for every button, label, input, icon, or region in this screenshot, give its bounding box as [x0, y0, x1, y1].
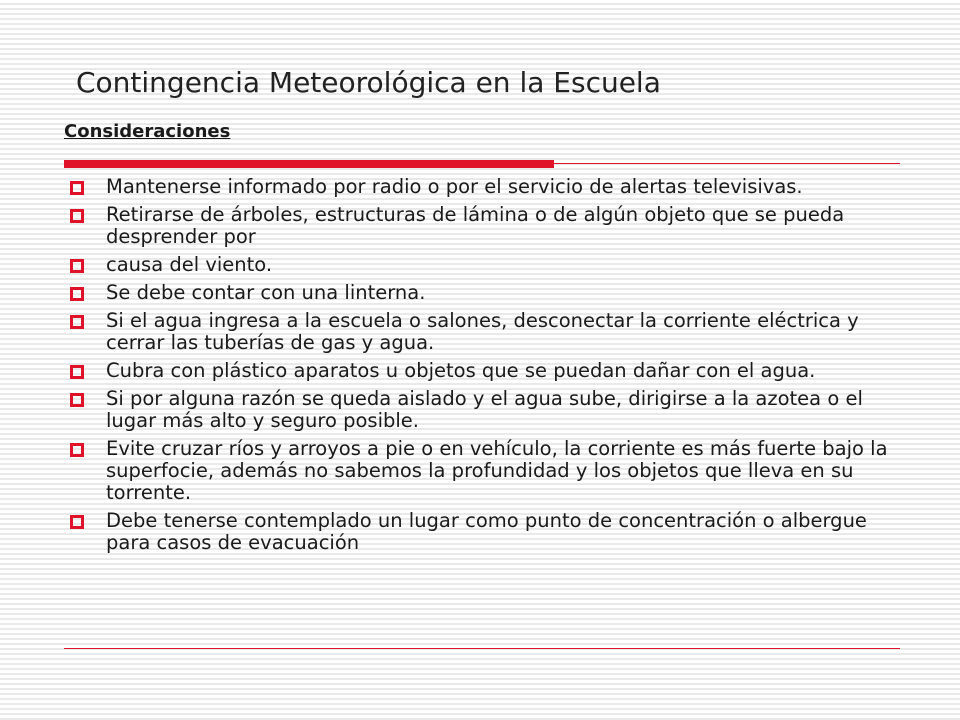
- hollow-square-bullet-icon: [70, 181, 84, 195]
- hollow-square-bullet-icon: [70, 315, 84, 329]
- bullet-text: Se debe contar con una linterna.: [106, 281, 426, 304]
- accent-bar: [64, 160, 554, 168]
- hollow-square-bullet-icon: [70, 287, 84, 301]
- slide-title: Contingencia Meteorológica en la Escuela: [76, 66, 661, 99]
- list-item: [70, 438, 910, 504]
- hollow-square-bullet-icon: [70, 443, 84, 457]
- hollow-square-bullet-icon: [70, 259, 84, 273]
- hollow-square-bullet-icon: [70, 209, 84, 223]
- bullet-text: Mantenerse informado por radio o por el servicio de alertas televisivas.: [106, 175, 803, 198]
- hollow-square-bullet-icon: [70, 515, 84, 529]
- list-item: [70, 310, 910, 354]
- list-item: [70, 282, 910, 304]
- list-item: [70, 510, 910, 554]
- bullet-text: Cubra con plástico aparatos u objetos que se puedan dañar con el agua.: [106, 359, 816, 382]
- hollow-square-bullet-icon: [70, 393, 84, 407]
- list-item: [70, 254, 910, 276]
- bullet-text: Si por alguna razón se queda aislado y el agua sube, dirigirse a la azotea o el lugar más alto y seguro posible.: [106, 387, 863, 432]
- bullet-text: Evite cruzar ríos y arroyos a pie o en vehículo, la corriente es más fuerte bajo la superfocie, además no sabemos la profundidad y los objetos que lleva en su torrente.: [106, 437, 888, 504]
- list-item: [70, 360, 910, 382]
- bullet-text: Debe tenerse contemplado un lugar como punto de concentración o albergue para casos de evacuación: [106, 509, 867, 554]
- list-item: [70, 204, 910, 248]
- bullet-list: [70, 176, 910, 560]
- divider-line-bottom: [64, 648, 900, 649]
- slide-subtitle: Consideraciones: [64, 121, 231, 142]
- bullet-text: causa del viento.: [106, 253, 273, 276]
- list-item: [70, 176, 910, 198]
- hollow-square-bullet-icon: [70, 365, 84, 379]
- list-item: [70, 388, 910, 432]
- bullet-text: Retirarse de árboles, estructuras de lámina o de algún objeto que se pueda desprender por: [106, 203, 845, 248]
- bullet-text: Si el agua ingresa a la escuela o salones, desconectar la corriente eléctrica y cerrar las tuberías de gas y agua.: [106, 309, 859, 354]
